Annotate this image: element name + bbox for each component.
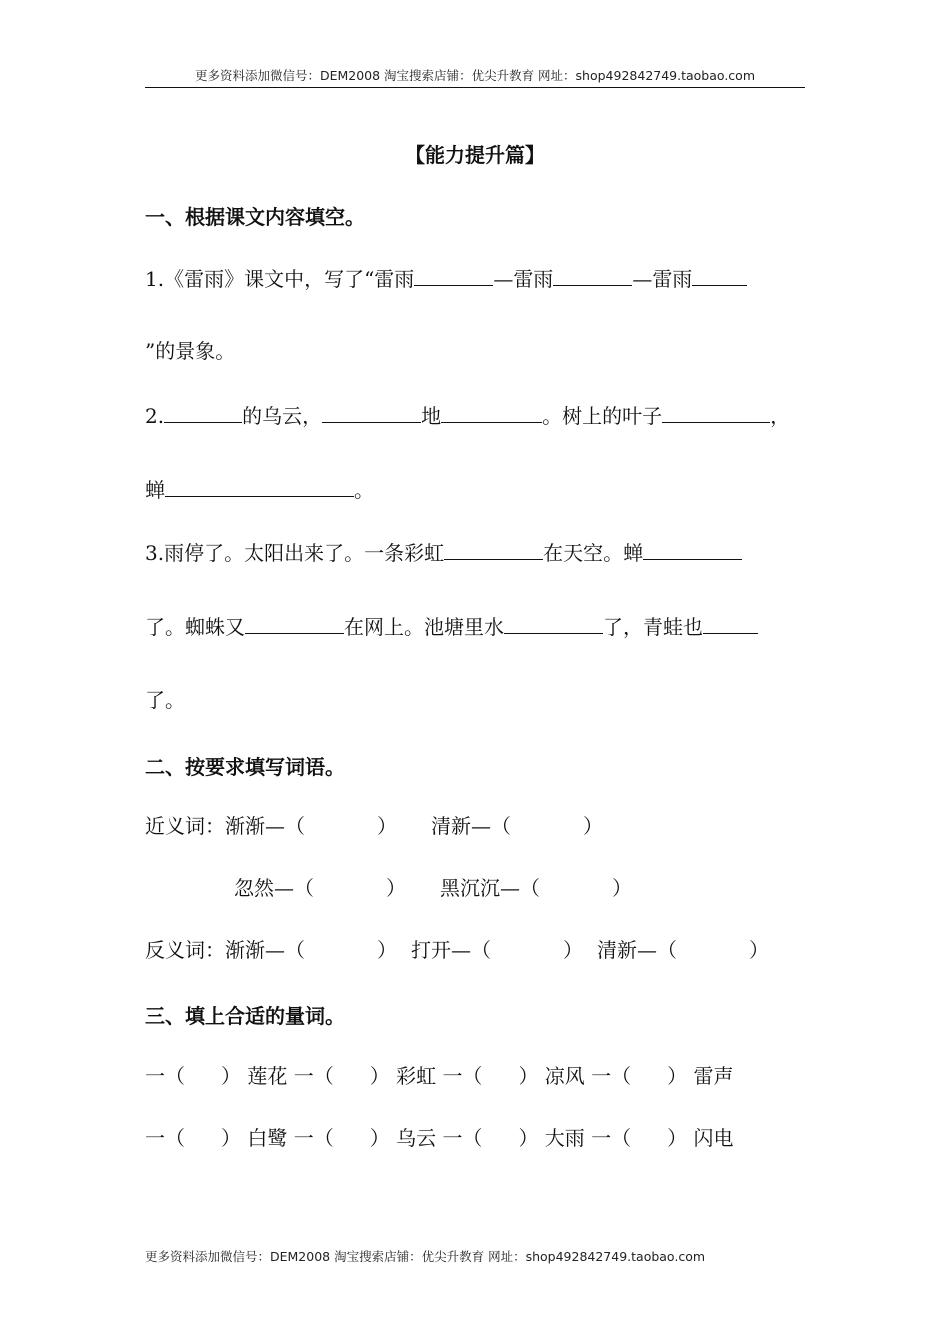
q3-text-a: 在天空。蝉 <box>543 541 644 565</box>
q2-text-d: ， <box>770 404 791 428</box>
q3-blank-1[interactable] <box>444 539 543 560</box>
mw-noun: 彩虹 <box>396 1064 437 1088</box>
q2-text-e: 蝉 <box>145 478 165 502</box>
antonym-row <box>145 937 769 963</box>
ant-close-1: ） <box>377 938 397 962</box>
mw-open: 一（ <box>293 1126 334 1150</box>
q3-prefix: 3.雨停了。太阳出来了。一条彩虹 <box>145 541 445 565</box>
mw-noun: 莲花 <box>247 1064 288 1088</box>
measure-word-row-2 <box>145 1125 734 1151</box>
measure-word-row-1 <box>145 1063 734 1089</box>
ant-close-2: ） <box>563 938 583 962</box>
syn-close-2: ） <box>583 814 603 838</box>
antonym-label: 反义词： <box>145 938 225 962</box>
question-3-line-1 <box>145 539 742 566</box>
section2-heading: 二、按要求填写词语。 <box>145 755 345 779</box>
mw-noun: 雷声 <box>693 1064 734 1088</box>
q2-blank-4[interactable] <box>662 402 770 423</box>
q2-text-b: 地 <box>421 404 442 428</box>
question-2-line-1 <box>145 402 790 429</box>
mw-open: 一（ <box>145 1064 185 1088</box>
mw-open: 一（ <box>591 1064 632 1088</box>
q3-text-b: 了。蜘蛛又 <box>145 615 245 639</box>
q1-dash-2: —雷雨 <box>632 267 693 291</box>
mw-open: 一（ <box>442 1064 483 1088</box>
question-2-line-2 <box>145 476 374 503</box>
syn-word-3: 忽然—（ <box>234 876 314 900</box>
section3-heading: 三、填上合适的量词。 <box>145 1004 345 1028</box>
syn-close-4: ） <box>612 876 632 900</box>
q1-dash-1: —雷雨 <box>493 267 554 291</box>
q2-blank-3[interactable] <box>441 402 542 423</box>
question-3-line-2 <box>145 613 758 640</box>
mw-close: ） <box>518 1064 539 1088</box>
ant-word-1: 渐渐—（ <box>225 938 305 962</box>
mw-close: ） <box>667 1126 688 1150</box>
mw-close: ） <box>369 1064 390 1088</box>
question-1-line-2: ”的景象。 <box>145 339 236 363</box>
mw-close: ） <box>369 1126 390 1150</box>
syn-word-2: 清新—（ <box>431 814 511 838</box>
synonym-label: 近义词： <box>145 814 225 838</box>
mw-noun: 白鹭 <box>247 1126 288 1150</box>
section1-heading: 一、根据课文内容填空。 <box>145 205 365 229</box>
q2-text-a: 的乌云， <box>242 404 323 428</box>
q3-text-d: 了，青蛙也 <box>603 615 703 639</box>
q3-blank-4[interactable] <box>504 613 603 634</box>
q1-prefix: 1.《雷雨》课文中，写了“雷雨 <box>145 267 415 291</box>
q2-text-c: 。树上的叶子 <box>542 404 663 428</box>
header-divider <box>145 87 805 88</box>
q2-prefix: 2. <box>145 404 165 428</box>
ant-close-3: ） <box>749 938 769 962</box>
q1-blank-1[interactable] <box>414 265 493 286</box>
syn-close-1: ） <box>377 814 397 838</box>
q2-blank-1[interactable] <box>164 402 242 423</box>
syn-word-1: 渐渐—（ <box>225 814 305 838</box>
q2-blank-5[interactable] <box>165 476 354 497</box>
q1-blank-3[interactable] <box>692 265 747 286</box>
page-footer: 更多资料添加微信号：DEM2008 淘宝搜索店铺：优尖升教育 网址：shop492842749.taobao.com <box>145 1249 706 1264</box>
mw-open: 一（ <box>442 1126 483 1150</box>
page-header: 更多资料添加微信号：DEM2008 淘宝搜索店铺：优尖升教育 网址：shop492842749.taobao.com <box>194 68 756 83</box>
mw-noun: 闪电 <box>693 1126 734 1150</box>
syn-close-3: ） <box>386 876 406 900</box>
mw-close: ） <box>221 1126 241 1150</box>
mw-open: 一（ <box>591 1126 632 1150</box>
mw-close: ） <box>221 1064 241 1088</box>
mw-open: 一（ <box>145 1126 185 1150</box>
synonym-row-1 <box>145 813 603 839</box>
ant-word-3: 清新—（ <box>597 938 677 962</box>
syn-word-4: 黑沉沉—（ <box>440 876 540 900</box>
q1-blank-2[interactable] <box>553 265 632 286</box>
mw-open: 一（ <box>293 1064 334 1088</box>
mw-close: ） <box>667 1064 688 1088</box>
page-title: 【能力提升篇】 <box>405 143 545 167</box>
question-3-line-3: 了。 <box>145 688 185 712</box>
q3-blank-3[interactable] <box>245 613 344 634</box>
mw-close: ） <box>518 1126 539 1150</box>
q3-blank-5[interactable] <box>703 613 758 634</box>
q3-blank-2[interactable] <box>643 539 742 560</box>
q2-blank-2[interactable] <box>322 402 421 423</box>
mw-noun: 凉风 <box>544 1064 585 1088</box>
q2-text-f: 。 <box>354 478 374 502</box>
mw-noun: 乌云 <box>396 1126 437 1150</box>
synonym-row-2 <box>234 875 632 901</box>
mw-noun: 大雨 <box>544 1126 585 1150</box>
q3-text-c: 在网上。池塘里水 <box>344 615 504 639</box>
ant-word-2: 打开—（ <box>411 938 491 962</box>
question-1-line-1 <box>145 265 747 292</box>
